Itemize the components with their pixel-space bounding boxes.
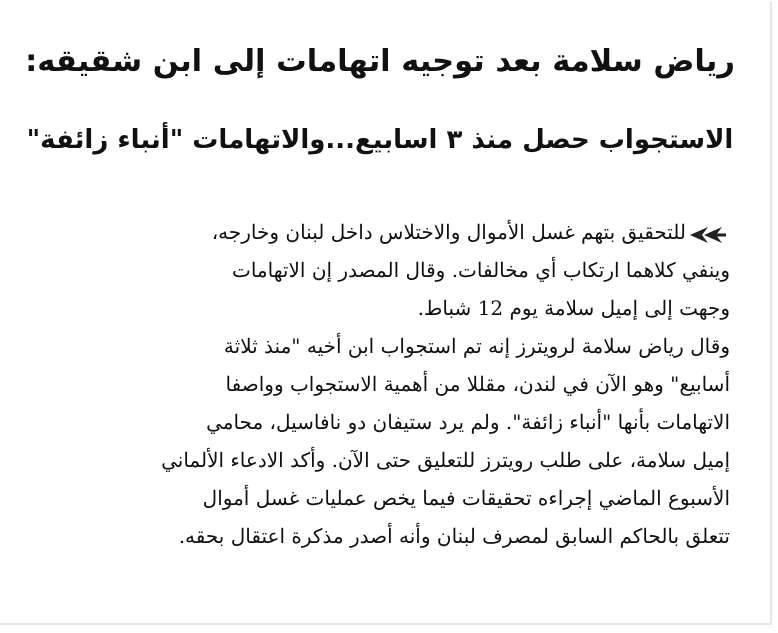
paragraph-2 — [37, 327, 730, 555]
paragraph-1-line: وجهت إلى إميل سلامة يوم 12 شباط. — [417, 296, 730, 320]
headline-line-2: الاستجواب حصل منذ ٣ اسابيع...والاتهامات "أنباء زائفة" — [26, 125, 734, 155]
double-arrow-icon — [688, 220, 728, 242]
paragraph-1-line: وينفي كلاهما ارتكاب أي مخالفات. وقال المصدر إن الاتهامات — [231, 258, 730, 282]
paragraph-2-line: الأسبوع الماضي إجراءه تحقيقات فيما يخص عمليات غسل أموال — [202, 486, 730, 510]
paragraph-2-line: وقال رياض سلامة لرويترز إنه تم استجواب ابن أخيه "منذ ثلاثة — [223, 334, 730, 358]
paragraph-2-line: تتعلق بالحاكم السابق لمصرف لبنان وأنه أصدر مذكرة اعتقال بحقه. — [178, 524, 730, 548]
article-body — [37, 213, 730, 555]
paragraph-2-line: إميل سلامة، على طلب رويترز للتعليق حتى الآن. وأكد الادعاء الألماني — [161, 448, 730, 472]
paragraph-1 — [37, 213, 730, 327]
article-frame — [0, 2, 772, 625]
paragraph-2-line: الاتهامات بأنها "أنباء زائفة". ولم يرد ستيفان دو نافاسيل، محامي — [206, 410, 730, 434]
headline-line-1: رياض سلامة بعد توجيه اتهامات إلى ابن شقيقه: — [25, 44, 735, 79]
paragraph-1-line: للتحقيق بتهم غسل الأموال والاختلاس داخل لبنان وخارجه، — [211, 220, 686, 244]
paragraph-2-line: أسابيع" وهو الآن في لندن، مقللا من أهمية الاستجواب وواصفا — [225, 372, 730, 396]
